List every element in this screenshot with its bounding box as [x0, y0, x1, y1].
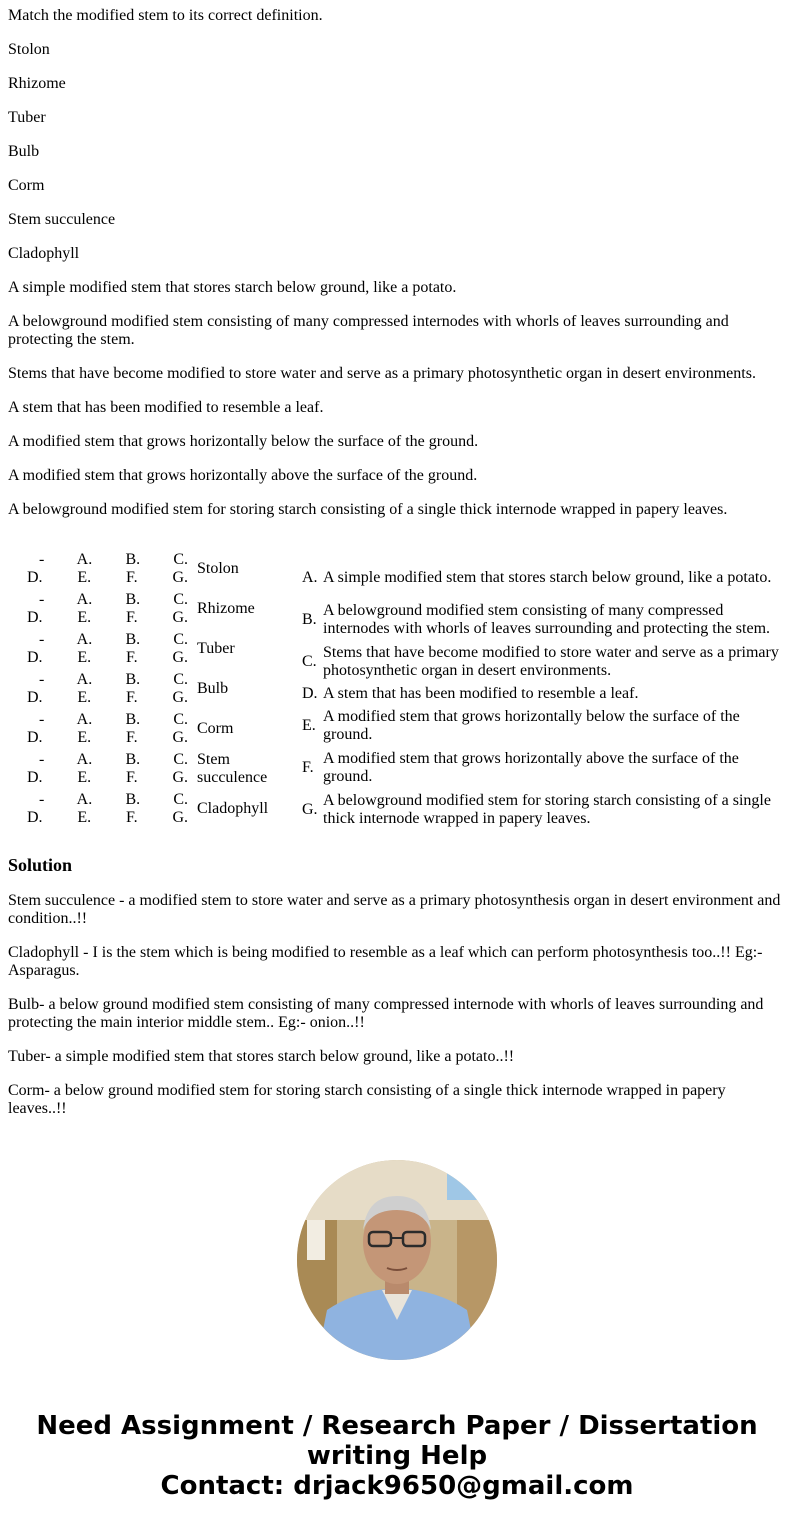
definition-letter: D. — [302, 685, 318, 702]
term-text: Corm — [8, 177, 45, 194]
matching-term: Stem succulence — [197, 751, 268, 786]
term-text: Tuber — [8, 109, 46, 126]
definition-row — [301, 558, 780, 598]
definition-text: Stems that have become modified to store water and serve as a primary photosynthetic organ in desert environments. — [8, 365, 756, 382]
matching-row — [26, 670, 273, 708]
definition-letter: G. — [302, 801, 318, 818]
answer-options-line: - A. B. C. — [39, 751, 188, 768]
definition-row — [301, 790, 780, 830]
answer-options-line: - A. B. C. — [39, 631, 188, 648]
definition-row — [301, 706, 780, 746]
footer-contact: Contact: drjack9650@gmail.com — [160, 1471, 634, 1501]
answer-options-line: - A. B. C. — [39, 591, 188, 608]
definition-cell: A simple modified stem that stores starch below ground, like a potato. — [323, 569, 772, 586]
definition-text: A modified stem that grows horizontally above the surface of the ground. — [8, 467, 478, 484]
definition-text: A stem that has been modified to resemble a leaf. — [8, 399, 324, 416]
definition-letter: E. — [302, 717, 316, 734]
matching-row — [26, 550, 273, 588]
footer-banner — [0, 1411, 794, 1501]
matching-term: Bulb — [197, 680, 229, 697]
definition-text: A belowground modified stem for storing starch consisting of a single thick internode wrapped in papery leaves. — [8, 501, 728, 518]
definition-row — [301, 642, 780, 682]
answer-select[interactable] — [26, 790, 189, 828]
author-portrait-image — [297, 1160, 497, 1360]
matching-row — [26, 590, 273, 628]
matching-row — [26, 710, 273, 748]
page-content — [0, 7, 794, 1118]
matching-row — [26, 630, 273, 668]
definition-letter: C. — [302, 653, 317, 670]
author-avatar — [297, 1160, 497, 1360]
definition-letter: A. — [302, 569, 318, 586]
definition-row — [301, 748, 780, 788]
term-text: Stolon — [8, 41, 50, 58]
matching-row — [26, 750, 273, 788]
solution-paragraph: Stem succulence - a modified stem to store water and serve as a primary photosynthesis organ in desert environment and condition..!! — [8, 892, 781, 927]
footer-line: Need Assignment / Research Paper / Dissertation — [36, 1411, 758, 1441]
definition-letter: F. — [302, 759, 314, 776]
definition-text: A modified stem that grows horizontally below the surface of the ground. — [8, 433, 479, 450]
definition-cell: A stem that has been modified to resemble a leaf. — [323, 685, 639, 702]
solution-paragraph: Tuber- a simple modified stem that stores starch below ground, like a potato..!! — [8, 1048, 515, 1065]
answer-options-line: - A. B. C. — [39, 791, 188, 808]
answer-options-line: D. E. F. G. — [27, 689, 188, 706]
definition-cell: A modified stem that grows horizontally above the surface of the ground. — [323, 750, 739, 785]
definition-row — [301, 600, 780, 640]
answer-select[interactable] — [26, 670, 189, 708]
answer-options-line: D. E. F. G. — [27, 729, 188, 746]
term-text: Rhizome — [8, 75, 66, 92]
answer-options-line: - A. B. C. — [39, 711, 188, 728]
solution-paragraph: Corm- a below ground modified stem for storing starch consisting of a single thick internode wrapped in papery leaves..!! — [8, 1082, 726, 1117]
definition-row — [301, 684, 780, 704]
answer-select[interactable] — [26, 590, 189, 628]
term-text: Cladophyll — [8, 245, 80, 262]
answer-options-line: D. E. F. G. — [27, 649, 188, 666]
definition-text: A belowground modified stem consisting of many compressed internodes with whorls of leaves surrounding and protecting the stem. — [8, 313, 729, 348]
answer-options-line: D. E. F. G. — [27, 569, 188, 586]
definition-cell: A belowground modified stem consisting of many compressed internodes with whorls of leaves surrounding and protecting the stem. — [323, 602, 771, 637]
solution-heading: Solution — [8, 855, 73, 875]
answer-options-line: - A. B. C. — [39, 671, 188, 688]
answer-options-line: D. E. F. G. — [27, 809, 188, 826]
question-prompt: Match the modified stem to its correct definition. — [8, 7, 323, 24]
term-text: Stem succulence — [8, 211, 116, 228]
answer-select[interactable] — [26, 630, 189, 668]
answer-options-line: D. E. F. G. — [27, 609, 188, 626]
answer-options-line: D. E. F. G. — [27, 769, 188, 786]
definition-cell: Stems that have become modified to store water and serve as a primary photosynthetic organ in desert environments. — [323, 644, 779, 679]
definition-letter: B. — [302, 611, 317, 628]
definition-cell: A belowground modified stem for storing starch consisting of a single thick internode wrapped in papery leaves. — [323, 792, 771, 827]
matching-term: Cladophyll — [197, 800, 269, 817]
definition-text: A simple modified stem that stores starch below ground, like a potato. — [8, 279, 457, 296]
term-text: Bulb — [8, 143, 40, 160]
definition-cell: A modified stem that grows horizontally below the surface of the ground. — [323, 708, 740, 743]
answer-select[interactable] — [26, 710, 189, 748]
answer-select[interactable] — [26, 750, 189, 788]
solution-paragraph: Cladophyll - I is the stem which is being modified to resemble as a leaf which can perform photosynthesis too..!! Eg:- Asparagus. — [8, 944, 763, 979]
solution-paragraph: Bulb- a below ground modified stem consisting of many compressed internode with whorls of leaves surrounding and protecting the main interior middle stem.. Eg:- onion..!! — [8, 996, 764, 1031]
matching-area — [8, 536, 786, 832]
matching-term: Corm — [197, 720, 234, 737]
definitions-table — [299, 556, 782, 832]
footer-line: writing Help — [306, 1441, 488, 1471]
matching-row — [26, 790, 273, 828]
matching-select-table — [24, 548, 275, 830]
matching-term: Rhizome — [197, 600, 255, 617]
answer-options-line: - A. B. C. — [39, 551, 188, 568]
matching-term: Tuber — [197, 640, 235, 657]
matching-term: Stolon — [197, 560, 239, 577]
answer-select[interactable] — [26, 550, 189, 588]
